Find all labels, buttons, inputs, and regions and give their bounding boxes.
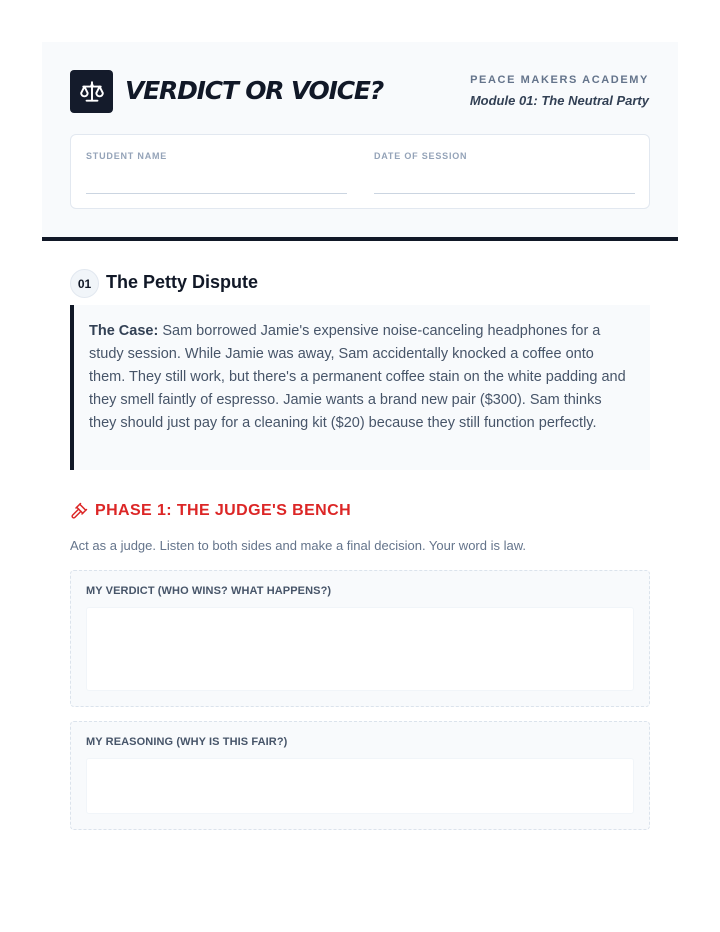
module-name: Module 01: The Neutral Party xyxy=(469,93,649,108)
logo xyxy=(70,70,113,113)
phase-1-description: Act as a judge. Listen to both sides and make a final decision. Your word is law. xyxy=(70,538,526,553)
student-name-field[interactable] xyxy=(86,151,347,161)
student-info-card xyxy=(70,134,650,209)
case-text: Sam borrowed Jamie's expensive noise-canceling headphones for a study session. While Jamie was away, Sam accidentally knocked a coffee onto them. They still work, but there's a permanent coffee stain on the white padding and they smell faintly of espresso. Jamie wants a brand new pair ($300). Sam thinks they should just pay for a cleaning kit ($20) because they still function perfectly. xyxy=(89,323,626,431)
section-number-badge: 01 xyxy=(70,269,99,298)
verdict-label: MY VERDICT (WHO WINS? WHAT HAPPENS?) xyxy=(86,585,332,597)
page-title: VERDICT OR VOICE? xyxy=(125,76,384,105)
session-date-field[interactable] xyxy=(374,151,635,161)
student-name-label: STUDENT NAME xyxy=(86,151,168,161)
reasoning-box xyxy=(70,721,650,830)
scales-icon xyxy=(79,79,105,105)
session-date-label: DATE OF SESSION xyxy=(374,151,468,161)
gavel-icon xyxy=(70,502,88,520)
case-label: The Case: xyxy=(89,323,159,339)
verdict-answer-area[interactable] xyxy=(86,607,634,691)
session-date-line xyxy=(374,193,635,194)
phase-1-title: PHASE 1: THE JUDGE'S BENCH xyxy=(95,502,352,519)
phase-1-heading xyxy=(70,500,351,522)
section-title: The Petty Dispute xyxy=(106,272,259,292)
header-divider xyxy=(42,237,678,241)
case-box xyxy=(70,305,650,470)
reasoning-answer-area[interactable] xyxy=(86,758,634,814)
verdict-box xyxy=(70,570,650,707)
reasoning-label: MY REASONING (WHY IS THIS FAIR?) xyxy=(86,736,288,748)
worksheet-header xyxy=(42,42,678,238)
case-description xyxy=(89,320,632,435)
academy-name: PEACE MAKERS ACADEMY xyxy=(470,74,649,86)
student-name-line xyxy=(86,193,347,194)
